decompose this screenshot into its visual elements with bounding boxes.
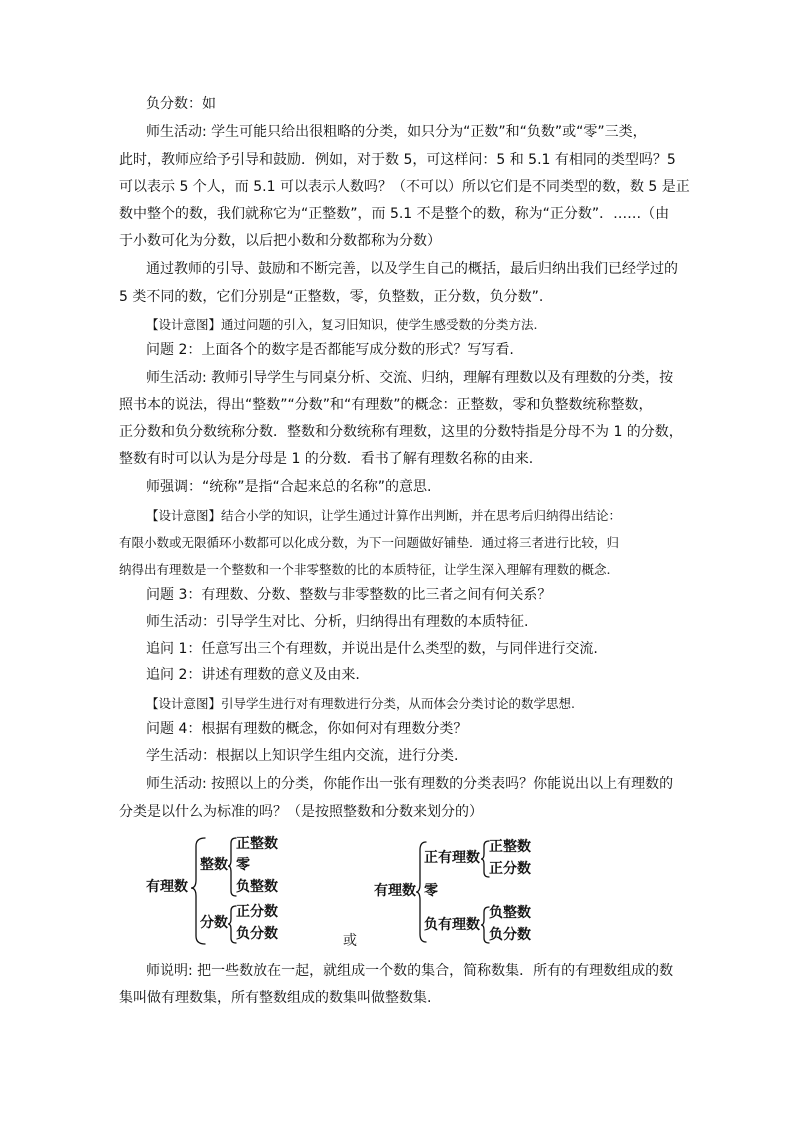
paragraph-line: 学生活动：根据以上知识学生组内交流，进行分类. (146, 748, 459, 764)
tree-group-label: 正有理数 (424, 850, 480, 866)
follow-up-1: 追问 1：任意写出三个有理数，并说出是什么类型的数，与同伴进行交流. (146, 641, 598, 657)
paragraph-line: 师生活动: 学生可能只给出很粗略的分类，如只分为“正数”和“负数”或“零”三类， (146, 124, 647, 140)
follow-up-2: 追问 2：讲述有理数的意义及由来. (146, 667, 360, 683)
right-positive-brace (481, 841, 489, 877)
paragraph-line: 数中整个的数，我们就称它为“正整数”，而 5.1 不是整个的数，称为“正分数”．……（由 (119, 206, 670, 222)
or-label: 或 (343, 933, 357, 949)
tree-root: 有理数 (374, 883, 416, 899)
paragraph-line: 此时，教师应给予引导和鼓励．例如，对于数 5，可这样问：5 和 5.1 有相同的类型吗？5 (119, 152, 676, 168)
paragraph-line: 照书本的说法，得出“整数”“分数”和“有理数”的概念：正整数，零和负整数统称整数， (119, 397, 653, 413)
tree-item: 零 (236, 857, 250, 873)
tree-item: 正整数 (236, 836, 278, 852)
paragraph-line: 集叫做有理数集，所有整数组成的数集叫做整数集. (119, 990, 432, 1006)
paragraph-line: 正分数和负分数统称分数．整数和分数统称有理数，这里的分数特指是分母不为 1 的分数， (119, 424, 683, 440)
paragraph-line: 师说明: 把一些数放在一起，就组成一个数的集合，简称数集．所有的有理数组成的数 (146, 963, 674, 979)
tree-item: 负分数 (236, 926, 278, 942)
design-intent-note: 【设计意图】通过问题的引入，复习旧知识，使学生感受数的分类方法. (146, 317, 538, 332)
paragraph-line: 分类是以什么为标准的吗？（是按照整数和分数来划分的） (119, 804, 483, 820)
tree-item: 正分数 (236, 904, 278, 920)
tree-item: 正整数 (489, 839, 531, 855)
paragraph-line: 师生活动: 按照以上的分类，你能作出一张有理数的分类表吗？你能说出以上有理数的 (146, 776, 674, 792)
paragraph-line: 负分数：如 (146, 96, 216, 112)
left-fraction-brace (228, 906, 236, 943)
design-intent-note: 【设计意图】结合小学的知识，让学生通过计算作出判断，并在思考后归纳得出结论： (146, 508, 622, 523)
tree-root: 有理数 (146, 879, 188, 895)
paragraph-line: 于小数可化为分数，以后把小数和分数都称为分数） (119, 233, 441, 249)
design-intent-note: 【设计意图】引导学生进行对有理数进行分类，从而体会分类讨论的数学思想. (146, 696, 575, 711)
paragraph-line: 整数有时可以认为是分母是 1 的分数．看书了解有理数名称的由来. (119, 451, 534, 467)
tree-item: 负整数 (236, 879, 278, 895)
paragraph-line: 师生活动: 教师引导学生与同桌分析、交流、归纳，理解有理数以及有理数的分类，按 (146, 370, 674, 386)
tree-item: 负整数 (489, 905, 531, 921)
tree-group-label: 分数 (200, 915, 228, 931)
tree-item: 负分数 (489, 927, 531, 943)
question-2: 问题 2：上面各个的数字是否都能写成分数的形式？写写看. (146, 342, 514, 358)
right-negative-brace (481, 907, 489, 943)
question-4: 问题 4：根据有理数的概念，你如何对有理数分类？ (146, 721, 468, 737)
paragraph-line: 可以表示 5 个人，而 5.1 可以表示人数吗？（不可以）所以它们是不同类型的数，数 5 是正 (119, 179, 690, 195)
tree-group-label: 负有理数 (424, 917, 480, 933)
tree-item: 正分数 (489, 861, 531, 877)
paragraph-line: 师强调：“统称”是指“合起来总的名称”的意思. (146, 479, 432, 495)
design-intent-note: 有限小数或无限循环小数都可以化成分数，为下一问题做好铺垫．通过将三者进行比较，归 (119, 535, 620, 550)
design-intent-note: 纳得出有理数是一个整数和一个非零整数的比的本质特征，让学生深入理解有理数的概念. (119, 562, 611, 577)
left-integer-brace (228, 838, 236, 896)
paragraph-line: 师生活动：引导学生对比、分析，归纳得出有理数的本质特征. (146, 614, 529, 630)
paragraph-line: 5 类不同的数，它们分别是“正整数，零，负整数，正分数，负分数”. (119, 289, 544, 305)
tree-middle: 零 (424, 883, 438, 899)
tree-group-label: 整数 (200, 857, 228, 873)
paragraph-line: 通过教师的引导、鼓励和不断完善，以及学生自己的概括，最后归纳出我们已经学过的 (146, 261, 678, 277)
question-3: 问题 3：有理数、分数、整数与非零整数的比三者之间有何关系？ (146, 587, 552, 603)
